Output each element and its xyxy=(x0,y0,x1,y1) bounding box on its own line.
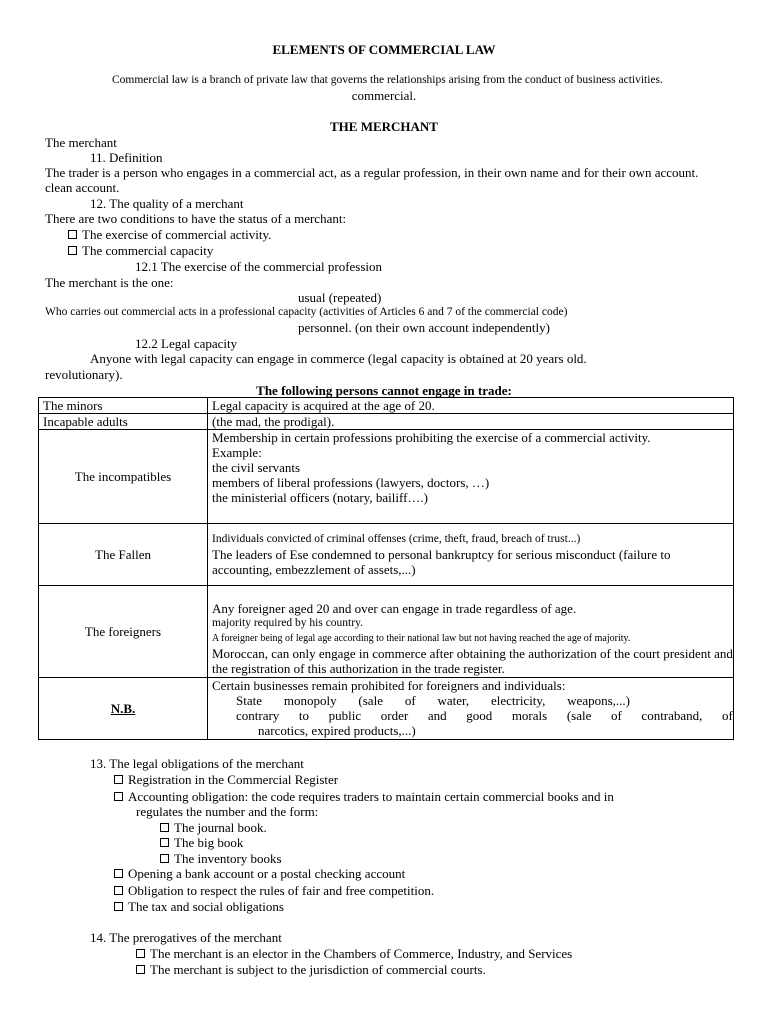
capacity-text: Anyone with legal capacity can engage in commerce (legal capacity is obtained at 20 years old. xyxy=(90,351,587,366)
table-row xyxy=(39,678,734,740)
table-row xyxy=(39,524,734,586)
checkbox-icon xyxy=(68,230,77,239)
checkbox-icon xyxy=(114,869,123,878)
merchant-label: The merchant xyxy=(45,135,117,150)
row-label: The foreigners xyxy=(39,586,208,678)
nb-label: N.B. xyxy=(39,678,208,740)
checkbox-icon xyxy=(136,965,145,974)
list-item: The inventory books xyxy=(160,851,282,866)
intro-line-2: commercial. xyxy=(351,88,417,103)
list-item: The merchant is an elector in the Chambers of Commerce, Industry, and Services xyxy=(136,946,572,961)
section-heading: THE MERCHANT xyxy=(330,119,438,134)
profession-text: The merchant is the one: xyxy=(45,275,174,290)
restrictions-table xyxy=(38,397,734,740)
table-row xyxy=(39,430,734,524)
quality-text: There are two conditions to have the status of a merchant: xyxy=(45,211,347,226)
table-row xyxy=(39,414,734,430)
cell-line: State monopoly (sale of water, electricity, weapons,...) xyxy=(236,693,630,708)
checkbox-icon xyxy=(114,792,123,801)
cell-line: A foreigner being of legal age according to their national law but not having reached the age of majority. xyxy=(212,633,631,644)
cell-line: Individuals convicted of criminal offenses (crime, theft, fraud, breach of trust...) xyxy=(212,533,581,545)
cell-line: Example: xyxy=(212,445,262,460)
checkbox-icon xyxy=(136,949,145,958)
cell-line: narcotics, expired products,...) xyxy=(258,723,416,738)
list-item: The journal book. xyxy=(160,820,267,835)
list-item: The exercise of commercial activity. xyxy=(68,227,271,242)
profession-usual: usual (repeated) xyxy=(298,290,382,305)
profession-personnel: personnel. (on their own account independently) xyxy=(298,320,550,335)
list-item: Accounting obligation: the code requires traders to maintain certain commercial books and in xyxy=(114,789,614,804)
row-label: The incompatibles xyxy=(39,430,208,524)
definition-text: The trader is a person who engages in a commercial act, as a regular profession, in their own name and for their own account. xyxy=(45,165,699,180)
cell-line: Membership in certain professions prohibiting the exercise of a commercial activity. xyxy=(212,430,651,445)
obligations-heading: 13. The legal obligations of the merchant xyxy=(90,756,304,771)
profession-heading: 12.1 The exercise of the commercial profession xyxy=(135,259,383,274)
row-content xyxy=(208,430,734,524)
cell-line: the ministerial officers (notary, bailiff….) xyxy=(212,490,428,505)
checkbox-icon xyxy=(160,854,169,863)
intro-line-1: Commercial law is a branch of private law that governs the relationships arising from the conduct of business activities. xyxy=(112,74,663,86)
list-item: Registration in the Commercial Register xyxy=(114,772,338,787)
cell-line: accounting, embezzlement of assets,...) xyxy=(212,562,416,577)
row-content xyxy=(208,524,734,586)
list-item-continued: regulates the number and the form: xyxy=(136,804,319,819)
definition-heading: 11. Definition xyxy=(90,150,163,165)
checkbox-icon xyxy=(68,246,77,255)
cell-line: Moroccan, can only engage in commerce after obtaining the authorization of the court president and xyxy=(212,646,733,661)
list-item: Opening a bank account or a postal checking account xyxy=(114,866,405,881)
list-item: The big book xyxy=(160,835,243,850)
row-label: The Fallen xyxy=(39,524,208,586)
row-text: Legal capacity is acquired at the age of 20. xyxy=(208,398,734,414)
row-content xyxy=(208,678,734,740)
checkbox-icon xyxy=(160,823,169,832)
cell-line: Any foreigner aged 20 and over can engage in trade regardless of age. xyxy=(212,601,577,616)
cell-line: Certain businesses remain prohibited for foreigners and individuals: xyxy=(212,678,566,693)
checkbox-icon xyxy=(114,886,123,895)
cell-line: members of liberal professions (lawyers, doctors, …) xyxy=(212,475,490,490)
checkbox-icon xyxy=(114,775,123,784)
document-title: ELEMENTS OF COMMERCIAL LAW xyxy=(272,42,496,57)
table-row xyxy=(39,398,734,414)
quality-heading: 12. The quality of a merchant xyxy=(90,196,244,211)
checkbox-icon xyxy=(160,838,169,847)
row-label: Incapable adults xyxy=(39,414,208,430)
cell-line: the civil servants xyxy=(212,460,301,475)
list-item: Obligation to respect the rules of fair and free competition. xyxy=(114,883,434,898)
table-row xyxy=(39,586,734,678)
cell-line: the registration of this authorization in the trade register. xyxy=(212,661,505,676)
cell-line: majority required by his country. xyxy=(212,617,363,629)
definition-text-2: clean account. xyxy=(45,180,120,195)
list-item: The merchant is subject to the jurisdiction of commercial courts. xyxy=(136,962,486,977)
cell-line: The leaders of Ese condemned to personal bankruptcy for serious misconduct (failure to xyxy=(212,547,671,562)
list-item: The tax and social obligations xyxy=(114,899,284,914)
prerogatives-heading: 14. The prerogatives of the merchant xyxy=(90,930,282,945)
row-label: The minors xyxy=(39,398,208,414)
row-text: (the mad, the prodigal). xyxy=(208,414,734,430)
table-heading: The following persons cannot engage in trade: xyxy=(256,383,512,398)
checkbox-icon xyxy=(114,902,123,911)
row-content xyxy=(208,586,734,678)
capacity-text-2: revolutionary). xyxy=(45,367,123,382)
cell-line: contrary to public order and good morals (sale of contraband, of xyxy=(236,708,733,723)
profession-who: Who carries out commercial acts in a professional capacity (activities of Articles 6 and 7 of the commercial code) xyxy=(45,306,568,318)
list-item: The commercial capacity xyxy=(68,243,213,258)
capacity-heading: 12.2 Legal capacity xyxy=(135,336,238,351)
